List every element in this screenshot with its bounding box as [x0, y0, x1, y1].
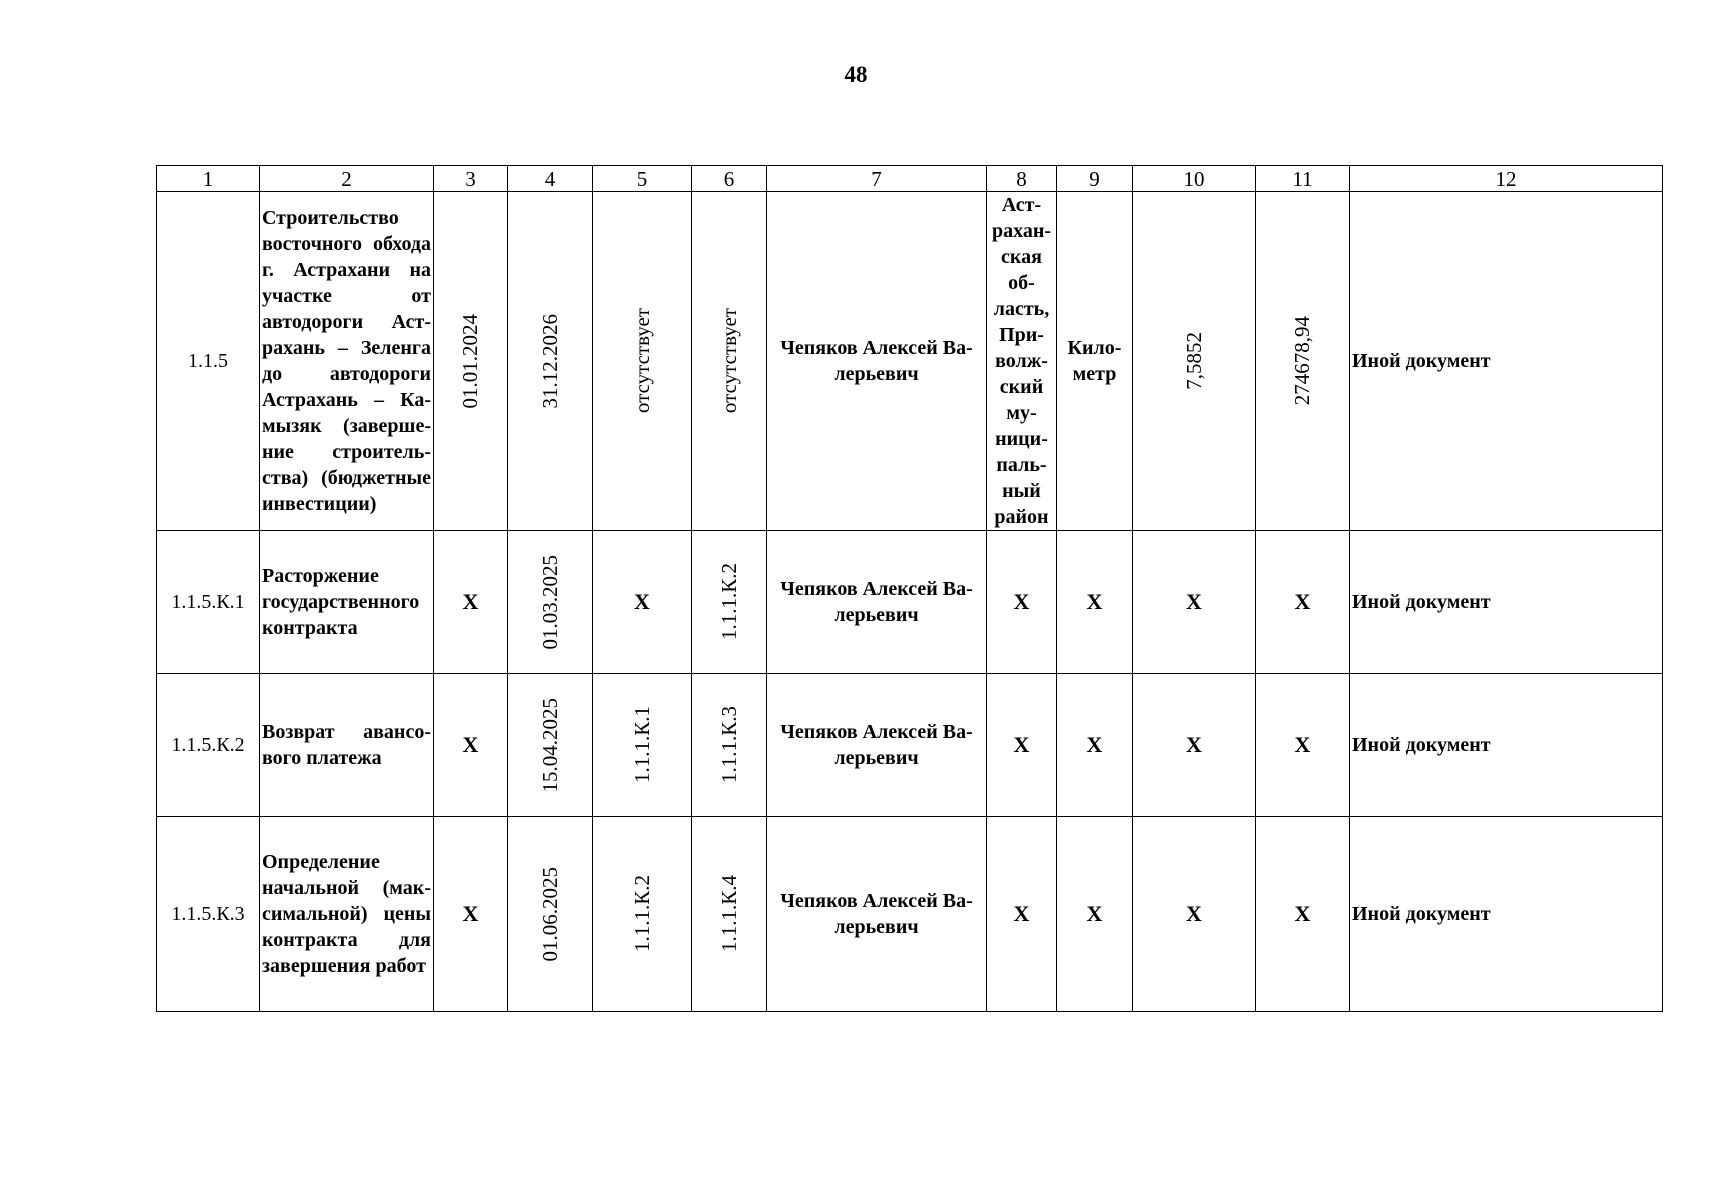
- row-unit: X: [1057, 817, 1133, 1012]
- row-col5: [593, 674, 692, 817]
- row-col4: [508, 817, 593, 1012]
- header-cell: 3: [434, 166, 508, 192]
- row-col6: [692, 817, 767, 1012]
- row-col4: [508, 531, 593, 674]
- rotated-text: 31.12.2026: [537, 313, 562, 409]
- row-name: Определение начальной (максимальной) цены контракта для завершения работ: [260, 817, 434, 1012]
- rotated-text: 1.1.1.К.4: [716, 875, 741, 953]
- row-col11: X: [1256, 817, 1350, 1012]
- row-col11: [1256, 192, 1350, 531]
- row-col5: [593, 817, 692, 1012]
- table-row: [157, 674, 1663, 817]
- rotated-text: 1.1.1.К.2: [629, 875, 654, 953]
- row-name: Строительство восточного обхода г. Астрахани на участке от автодороги Астрахань – Зеленга до автодороги Астрахань – Камызяк (завершение строительства) (бюджетные инвестиции): [260, 192, 434, 531]
- header-cell: 10: [1133, 166, 1256, 192]
- rotated-text: 01.06.2025: [537, 866, 562, 962]
- row-code: 1.1.5.К.1: [157, 531, 260, 674]
- row-col6: [692, 531, 767, 674]
- rotated-text: 01.01.2024: [458, 313, 482, 409]
- rotated-text: 274678,94: [1290, 316, 1314, 406]
- header-cell: 8: [987, 166, 1057, 192]
- header-cell: 1: [157, 166, 260, 192]
- row-name: Возврат авансового платежа: [260, 674, 434, 817]
- row-col10: X: [1133, 531, 1256, 674]
- header-cell: 7: [767, 166, 987, 192]
- row-doc: Иной документ: [1350, 192, 1663, 531]
- row-col3: X: [434, 531, 508, 674]
- row-code: 1.1.5.К.2: [157, 674, 260, 817]
- table-header-row: [157, 166, 1663, 192]
- rotated-text: отсутствует: [629, 308, 654, 414]
- rotated-text: 1.1.1.К.1: [629, 706, 654, 784]
- table-row: [157, 817, 1663, 1012]
- header-cell: 9: [1057, 166, 1133, 192]
- rotated-text: 7,5852: [1181, 332, 1206, 390]
- row-territory: X: [987, 674, 1057, 817]
- row-col4: [508, 192, 593, 531]
- rotated-text: 1.1.1.К.2: [716, 563, 741, 641]
- row-territory: X: [987, 817, 1057, 1012]
- row-responsible: Чепяков Алексей Валерьевич: [767, 531, 987, 674]
- row-col11: X: [1256, 674, 1350, 817]
- row-col10: X: [1133, 674, 1256, 817]
- row-name: Расторжение государственного контракта: [260, 531, 434, 674]
- row-col10: [1133, 192, 1256, 531]
- row-territory: Астраханская область, Приволжский муниципальный район: [987, 192, 1057, 531]
- row-doc: Иной документ: [1350, 674, 1663, 817]
- row-col3: X: [434, 674, 508, 817]
- header-cell: 4: [508, 166, 593, 192]
- row-col10: X: [1133, 817, 1256, 1012]
- row-unit: Километр: [1057, 192, 1133, 531]
- row-doc: Иной документ: [1350, 817, 1663, 1012]
- row-col4: [508, 674, 593, 817]
- table-row: [157, 192, 1663, 531]
- row-unit: X: [1057, 674, 1133, 817]
- header-cell: 2: [260, 166, 434, 192]
- header-cell: 5: [593, 166, 692, 192]
- row-doc: Иной документ: [1350, 531, 1663, 674]
- data-table: [156, 165, 1663, 1012]
- row-col11: X: [1256, 531, 1350, 674]
- header-cell: 11: [1256, 166, 1350, 192]
- row-responsible: Чепяков Алексей Валерьевич: [767, 674, 987, 817]
- table-row: [157, 531, 1663, 674]
- row-col3: X: [434, 817, 508, 1012]
- rotated-text: 1.1.1.К.3: [716, 706, 741, 784]
- row-code: 1.1.5.К.3: [157, 817, 260, 1012]
- rotated-text: 15.04.2025: [537, 697, 562, 793]
- row-col6: [692, 192, 767, 531]
- row-col6: [692, 674, 767, 817]
- row-unit: X: [1057, 531, 1133, 674]
- row-responsible: Чепяков Алексей Валерьевич: [767, 817, 987, 1012]
- rotated-text: отсутствует: [716, 308, 741, 414]
- row-col5: [593, 192, 692, 531]
- rotated-text: 01.03.2025: [537, 554, 562, 650]
- row-col5: X: [593, 531, 692, 674]
- row-col3: [434, 192, 508, 531]
- row-responsible: Чепяков Алексей Валерьевич: [767, 192, 987, 531]
- header-cell: 12: [1350, 166, 1663, 192]
- header-cell: 6: [692, 166, 767, 192]
- row-territory: X: [987, 531, 1057, 674]
- row-code: 1.1.5: [157, 192, 260, 531]
- page-number: 48: [844, 62, 868, 87]
